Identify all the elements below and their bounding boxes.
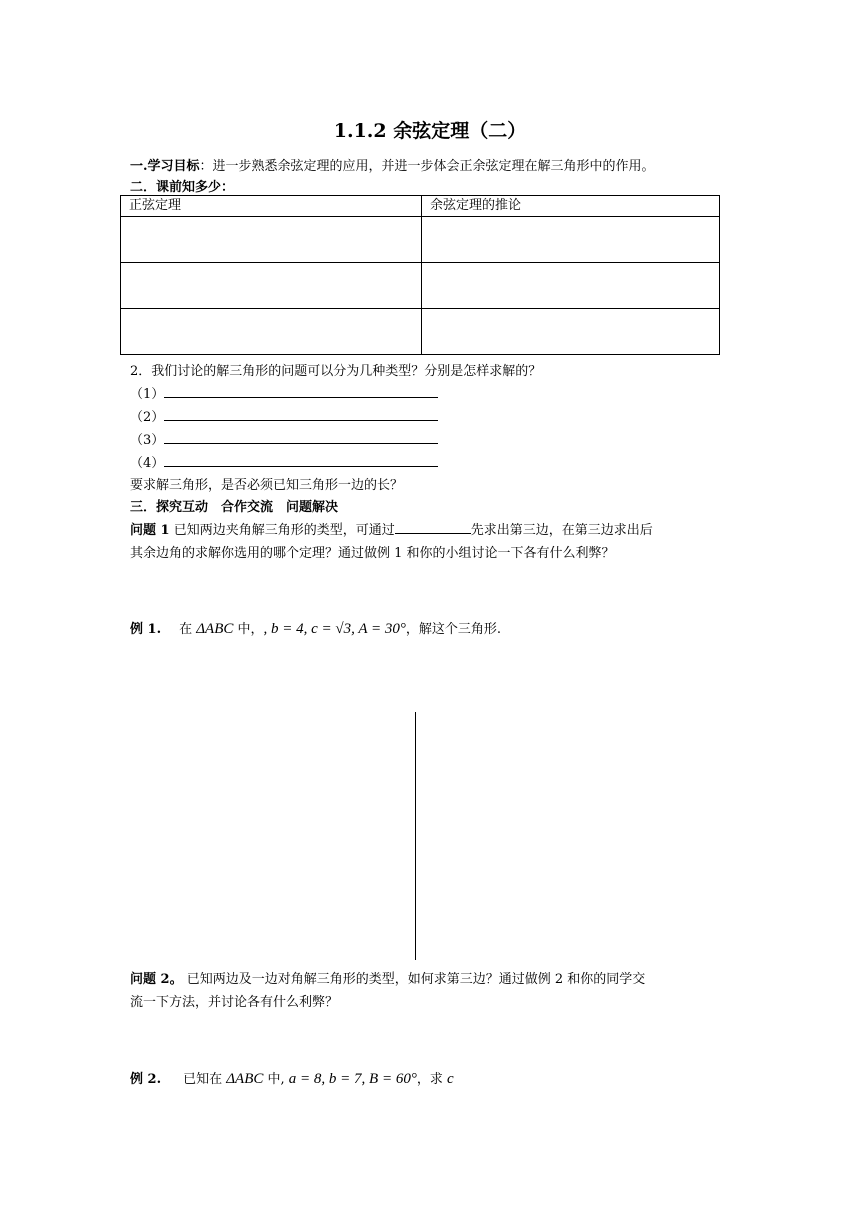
fill-blank[interactable]	[164, 431, 438, 444]
example-text: 在	[179, 622, 197, 637]
example-text: 中，	[233, 622, 264, 637]
triangle-symbol: ΔABC	[196, 621, 234, 637]
answer-line-1	[130, 383, 438, 402]
learning-objective	[130, 155, 655, 174]
example-1-condition: , b = 4, c = √3, A = 30°	[263, 621, 406, 637]
table-cell[interactable]	[121, 217, 422, 263]
fill-blank[interactable]	[164, 385, 438, 398]
fill-blank[interactable]	[395, 521, 471, 534]
section2-heading: 二．课前知多少：	[130, 180, 235, 195]
table-cell[interactable]	[121, 309, 422, 355]
problem-2-text: 已知两边及一边对角解三角形的类型，如何求第三边？通过做例 2 和你的同学交	[182, 972, 646, 987]
example-1	[130, 618, 501, 638]
example-1-label: 例 1.	[130, 622, 162, 637]
example-text: 中,	[263, 1072, 289, 1087]
example-text: ，求	[416, 1072, 447, 1087]
table-cell[interactable]	[422, 309, 720, 355]
item-label: （2）	[130, 410, 165, 425]
problem-1-line-2: 其余边角的求解你选用的哪个定理？通过做例 1 和你的小组讨论一下各有什么利弊？	[130, 546, 615, 561]
triangle-symbol: ΔABC	[226, 1071, 264, 1087]
objective-label: 一.学习目标	[130, 159, 200, 174]
item-label: （3）	[130, 433, 165, 448]
example-2-condition: a = 8, b = 7, B = 60°	[288, 1071, 417, 1087]
table-row	[121, 217, 720, 263]
section3-heading: 三．探究互动 合作交流 问题解决	[130, 500, 339, 515]
theorem-table	[120, 195, 720, 355]
table-header-cosine-corollary: 余弦定理的推论	[422, 196, 720, 217]
question-3: 要求解三角形，是否必须已知三角形一边的长？	[130, 478, 404, 493]
table-row	[121, 309, 720, 355]
example-2-label: 例 2.	[130, 1072, 162, 1087]
problem-1-label: 问题 1	[130, 523, 170, 538]
page-title: 1.1.2 余弦定理（二）	[333, 120, 527, 142]
problem-2-line-2: 流一下方法，并讨论各有什么利弊？	[130, 995, 339, 1010]
problem-1-text: 已知两边夹角解三角形的类型，可通过	[169, 523, 395, 538]
problem-1-text: 先求出第三边，在第三边求出后	[470, 523, 653, 538]
fill-blank[interactable]	[164, 408, 438, 421]
problem-2-label: 问题 2。	[130, 972, 183, 987]
problem-2-line-1	[130, 968, 645, 987]
divider-line	[415, 712, 416, 960]
table-header-sine-law: 正弦定理	[121, 196, 422, 217]
table-cell[interactable]	[422, 263, 720, 309]
example-2	[130, 1068, 454, 1088]
problem-1-line-1	[130, 519, 653, 538]
example-text: ，解这个三角形.	[405, 622, 502, 637]
question-2: 2．我们讨论的解三角形的问题可以分为几种类型？分别是怎样求解的？	[130, 364, 542, 379]
item-label: （1）	[130, 387, 165, 402]
table-row	[121, 263, 720, 309]
fill-blank[interactable]	[164, 454, 438, 467]
answer-line-3	[130, 429, 438, 448]
item-label: （4）	[130, 456, 165, 471]
unknown-variable: c	[446, 1071, 454, 1087]
objective-text: ：进一步熟悉余弦定理的应用，并进一步体会正余弦定理在解三角形中的作用。	[199, 159, 655, 174]
answer-line-2	[130, 406, 438, 425]
example-text: 已知在	[183, 1072, 227, 1087]
table-cell[interactable]	[422, 217, 720, 263]
table-cell[interactable]	[121, 263, 422, 309]
answer-line-4	[130, 452, 438, 471]
